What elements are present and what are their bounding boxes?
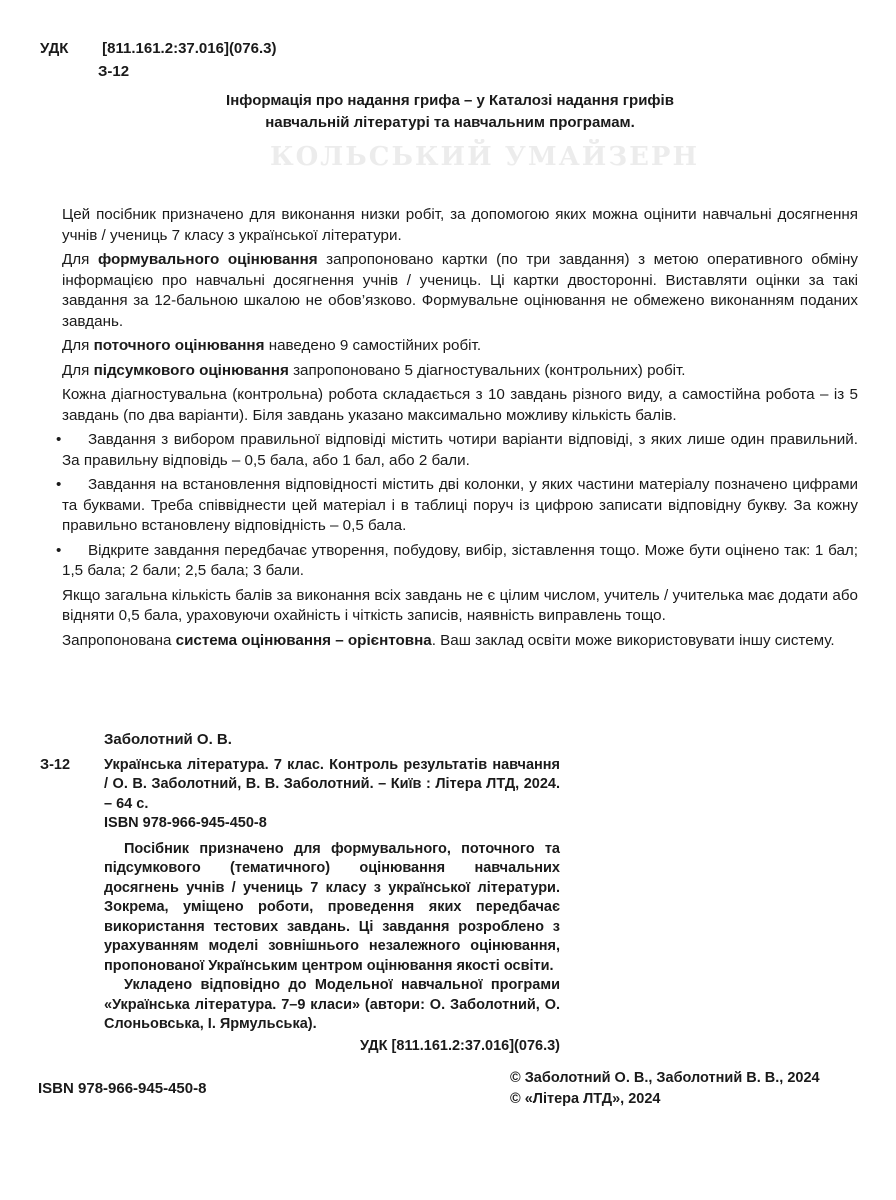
catalog-isbn: ISBN 978-966-945-450-8 [104,815,267,831]
catalog-entry [40,756,560,815]
grif-line-1: Інформація про надання грифа – у Каталозі надання грифів [226,92,674,109]
bullet-mark: • [56,541,62,559]
emphasis: поточного оцінювання [93,337,265,354]
bullet-text: Завдання на встановлення відповідності містить дві колонки, у яких частини матеріалу позначено цифрами та буквами. Треба співвіднести цей матеріал і в таблиці поруч із цифрою записати відповідну букву. За кожну правильно встановлену відповідність – 0,5 бала. [62,476,858,534]
catalog-annotation [104,840,560,1035]
intro-text [56,205,858,655]
intro-paragraph [62,250,858,332]
footer-isbn: ISBN 978-966-945-450-8 [38,1080,207,1097]
emphasis: підсумкового оцінювання [93,361,289,379]
copyright-block [510,1068,820,1110]
intro-paragraph [62,361,858,382]
bullet-mark: • [56,431,62,448]
annotation-paragraph: Укладено відповідно до Модельної навчальної програми «Українська література. 7–9 класи» (автори: О. Заболотний, О. Слоньовська, І. Ярмульська). [104,977,560,1032]
catalog-description: Українська література. 7 клас. Контроль результатів навчання / О. В. Заболотний, В. В. Заболотний. – Київ : Літера ЛТД, 2024. – 64 с. [104,756,560,812]
copyright-line: © «Літера ЛТД», 2024 [510,1091,661,1107]
text-run: . Ваш заклад освіти може використовувати іншу систему. [431,631,835,649]
bullet-item [56,430,858,471]
text-run: Для [62,337,94,354]
grif-line-2: навчальній літературі та навчальним програмам. [265,114,635,131]
bullet-text: Завдання з вибором правильної відповіді містить чотири варіанти відповіді, з яких лише один правильний. За правильну відповідь – 0,5 бала, або 1 бал, або 2 бали. [62,431,858,469]
intro-paragraph [62,336,858,357]
text-run: наведено 9 самостійних робіт. [264,337,482,354]
catalog-card [40,730,560,1056]
emphasis: формувального оцінювання [97,251,318,268]
text-run: запропоновано 5 діагностувальних (контрольних) робіт. [288,361,686,379]
text-run: Для [62,361,94,379]
intro-paragraph: Кожна діагностувальна (контрольна) робота складається з 10 завдань різного виду, а самостійна робота – із 5 завдань (по два варіанти). Біля завдань указано максимально можливу кількість балів. [62,386,858,424]
intro-paragraph: Цей посібник призначено для виконання низки робіт, за допомогою яких можна оцінити навчальні досягнення учнів / учениць 7 класу з української літератури. [62,206,858,244]
bullet-item [56,475,858,537]
annotation-paragraph: Посібник призначено для формувального, поточного та підсумкового (тематичного) оцінювання навчальних досягнень учнів / учениць 7 класу з української літератури. Зокрема, уміщено роботи, проведення яких передбачає використання тестових завдань. Ці завдання розроблено з урахуванням моделі зовнішнього незалежного оцінювання, пропонованої Українським центром оцінювання якості освіти. [104,840,560,974]
bullet-mark: • [56,476,62,493]
udk-code: [811.161.2:37.016](076.3) [102,40,277,57]
bullet-item [56,541,858,582]
grif-notice [150,90,750,134]
index-code: З-12 [98,63,130,80]
text-run: Запропонована [62,631,176,649]
udk-header [40,40,276,80]
bullet-text: Відкрите завдання передбачає утворення, побудову, вибір, зіставлення тощо. Може бути оцінено так: 1 бал; 1,5 бала; 2 бали; 2,5 бала; 3 бали. [62,541,858,579]
emphasis: система оцінювання – орієнтовна [175,631,432,649]
udk-label: УДК [40,40,69,57]
show-through-text: КОЛЬСЬКИЙ УМАЙЗЕРН [270,142,700,172]
catalog-udk: УДК [811.161.2:37.016](076.3) [360,1037,560,1054]
catalog-index: З-12 [40,756,71,773]
text-run: Для [62,251,98,268]
text-run: запропоновано картки (по три завдання) з метою оперативного обміну інформацією про навчальні досягнення учнів / учениць. Ці картки двосторонні. Виставляти оцінки за такі завдання за 12-бальною шкалою не обов’язково. Формувальне оцінювання не обмежено виконанням поданих завдань. [62,251,858,330]
catalog-author: Заболотний О. В. [104,731,232,748]
intro-paragraph: Якщо загальна кількість балів за виконання всіх завдань не є цілим числом, учитель / учителька має додати або відняти 0,5 бала, ураховуючи охайність і чіткість записів, наявність виправлень тощо. [62,586,858,624]
intro-paragraph [62,631,858,652]
copyright-line: © Заболотний О. В., Заболотний В. В., 2024 [510,1070,820,1086]
